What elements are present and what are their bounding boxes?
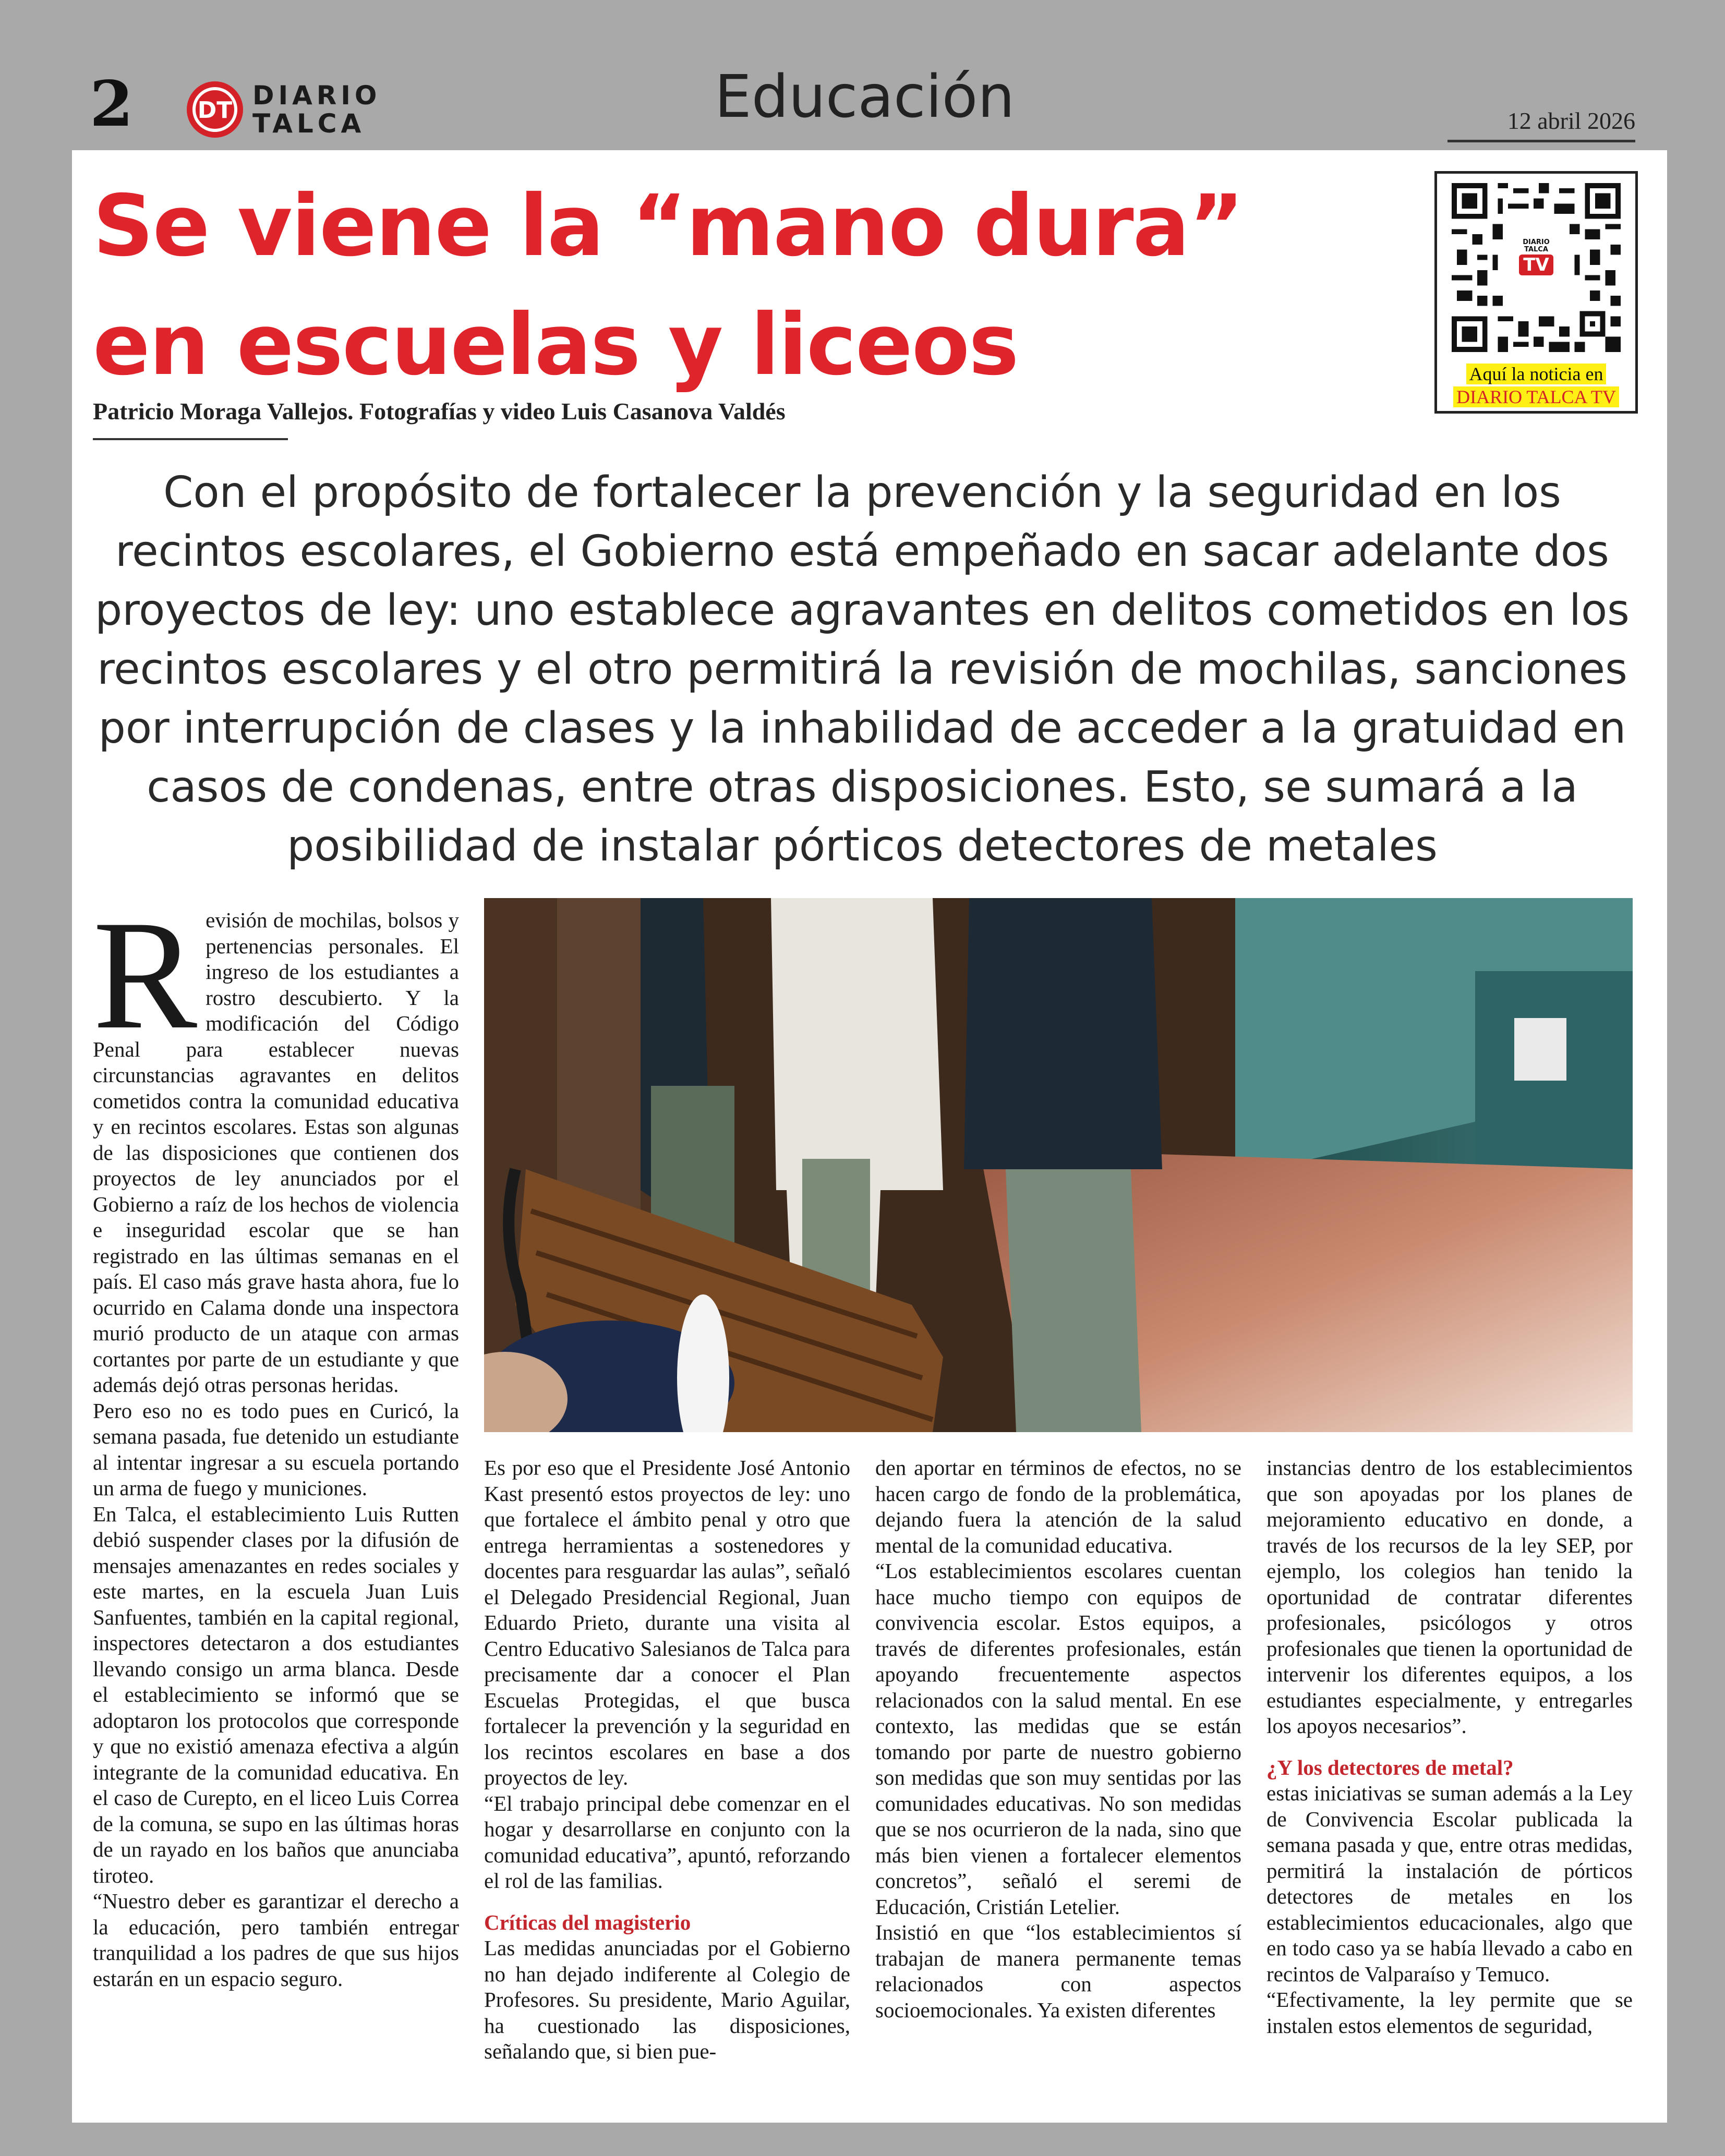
paragraph: “Los establecimientos escolares cuentan hace mucho tiempo con equipos de convivencia escolar. Estos equipos, a través de diferentes profesionales, están apoyando frecuentemente aspectos relacionados con la salud mental. En ese contexto, las medidas que se están tomando por parte de nuestro gobierno son medidas que son muy sentidas por las comunidades educativas. No son medidas que se nos ocurrieron de la nada, sino que más bien vienen a fortalecer elementos concretos”, señaló el seremi de Educación, Cristián Letelier.: [875, 1559, 1241, 1919]
paragraph: “Nuestro deber es garantizar el derecho a la educación, pero también entregar tranquilidad a los padres de que sus hijos estarán en un espacio seguro.: [93, 1889, 459, 1991]
paragraph: Las medidas anunciadas por el Gobierno no han dejado indiferente al Colegio de Profesores. Su presidente, Mario Aguilar, ha cuestionado las disposiciones, señalando que, si bien pue-: [484, 1936, 850, 2063]
article-column-2: [484, 1455, 850, 2065]
subhead-detectores: ¿Y los detectores de metal?: [1266, 1755, 1514, 1779]
paragraph: evisión de mochilas, bolsos y pertenencias personales. El ingreso de los estudiantes a rostro descubierto. Y la modificación del Código Penal para establecer nuevas circunstancias agravantes en delitos cometidos contra la comunidad educativa y en recintos escolares. Estas son algunas de las disposiciones que contienen dos proyectos de ley anunciados por el Gobierno a raíz de los hechos de violencia e inseguridad escolar que se han registrado en las últimas semanas en el país. El caso más grave hasta ahora, fue lo ocurrido en Calama donde una inspectora murió producto de un ataque con armas cortantes por parte de un estudiante y que además dejó otras personas heridas.: [93, 908, 459, 1397]
headline: [93, 167, 1397, 405]
byline: Patricio Moraga Vallejos. Fotografías y video Luis Casanova Valdés: [93, 398, 786, 425]
qr-code-box[interactable]: [1434, 171, 1638, 414]
paragraph: En Talca, el establecimiento Luis Rutten debió suspender clases por la difusión de mensajes amenazantes en redes sociales y este martes, en la escuela Juan Luis Sanfuentes, también en la capital regional, inspectores detectaron a dos estudiantes llevando consigo un arma blanca. Desde el establecimiento se informó que se adoptaron los protocolos que corresponde y que no existió amenaza efectiva a algún integrante de la comunidad educativa. En el caso de Curepto, en el liceo Luis Correa de la comuna, se supo en las últimas horas de un rayado en los baños que anunciaba tiroteo.: [93, 1501, 459, 1887]
article-column-1: [93, 888, 459, 1992]
logo-mark-letters: DT: [197, 97, 233, 124]
drop-cap: R: [93, 888, 198, 1061]
paragraph: instancias dentro de los establecimientos que son apoyadas por los planes de mejoramiento educativo en donde, a través de los recursos de la ley SEP, por ejemplo, los colegios han tenido la oportunidad de contratar diferentes profesionales, psicólogos y otros profesionales que tienen la oportunidad de intervenir los diferentes equipos, a los estudiantes especialmente, y entregarles los apoyos necesarios”.: [1266, 1456, 1633, 1738]
issue-date: 12 abril 2026: [1447, 107, 1635, 142]
headline-line-2: en escuelas y liceos: [93, 296, 1018, 394]
lede-paragraph: Con el propósito de fortalecer la prevención y la seguridad en los recintos escolares, el Gobierno está empeñado en sacar adelante dos proyectos de ley: uno establece agravantes en delitos cometidos en los recintos escolares y el otro permitirá la revisión de mochilas, sanciones por interrupción de clases y la inhabilidad de acceder a la gratuidad en casos de condenas, entre otras disposiciones. Esto, se sumará a la posibilidad de instalar pórticos detectores de metales: [95, 468, 1630, 871]
diario-talca-logo: [187, 78, 395, 141]
school-corridor-photo: [484, 898, 1633, 1432]
paragraph: “Efectivamente, la ley permite que se instalen estos elementos de seguridad,: [1266, 1988, 1633, 2038]
qr-caption-line-2[interactable]: DIARIO TALCA TV: [1453, 386, 1619, 407]
page-number: 2: [90, 67, 134, 141]
tv-badge: TV: [1519, 255, 1553, 275]
byline-divider: [93, 438, 288, 440]
logo-text: [252, 81, 381, 138]
article-photo: [484, 898, 1633, 1432]
section-title: Educación: [715, 63, 1015, 131]
qr-caption-line-1: Aquí la noticia en: [1466, 364, 1607, 384]
paragraph: “El trabajo principal debe comenzar en el hogar y desarrollarse en conjunto con la comunidad educativa”, apuntó, reforzando el rol de las familias.: [484, 1791, 850, 1893]
qr-caption[interactable]: [1437, 362, 1635, 408]
paragraph: Es por eso que el Presidente José Antonio Kast presentó estos proyectos de ley: uno que fortalece el ámbito penal y otro que entrega herramientas a sostenedores y docentes para resguardar las aulas”, señaló el Delegado Presidencial Regional, Juan Eduardo Prieto, durante una visita al Centro Educativo Salesianos de Talca para precisamente dar a conocer el Plan Escuelas Protegidas, el que busca fortalecer la prevención y la seguridad en los recintos escolares en base a dos proyectos de ley.: [484, 1456, 850, 1789]
paragraph: Insistió en que “los establecimientos sí trabajan de manera permanente temas relacionados con aspectos socioemocionales. Ya existen diferentes: [875, 1920, 1241, 2022]
logo-line-1: DIARIO: [252, 80, 381, 111]
logo-line-2: TALCA: [252, 108, 366, 139]
logo-mark-icon: [187, 81, 243, 138]
qr-tv-top-text: DIARIO TALCA: [1523, 238, 1550, 253]
article-column-3: [875, 1455, 1241, 2023]
paragraph: estas iniciativas se suman además a la Ley de Convivencia Escolar publicada la semana pasada y que, entre otras medidas, permitirá la instalación de pórticos detectores de metales en los establecimientos educacionales, algo que en todo caso ya se había llevado a cabo en recintos de Valparaíso y Temuco.: [1266, 1781, 1633, 1986]
paragraph: den aportar en términos de efectos, no se hacen cargo de fondo de la problemática, dejando fuera la atención de la salud mental de la comunidad educativa.: [875, 1456, 1241, 1557]
subhead-criticas: Críticas del magisterio: [484, 1910, 691, 1934]
article-column-4: [1266, 1455, 1633, 2039]
paragraph: Pero eso no es todo pues en Curicó, la semana pasada, fue detenido un estudiante al intentar ingresar a su escuela portando un arma de fuego y municiones.: [93, 1398, 459, 1500]
headline-line-1: Se viene la “mano dura”: [93, 177, 1244, 275]
qr-tv-badge: [1512, 239, 1561, 288]
